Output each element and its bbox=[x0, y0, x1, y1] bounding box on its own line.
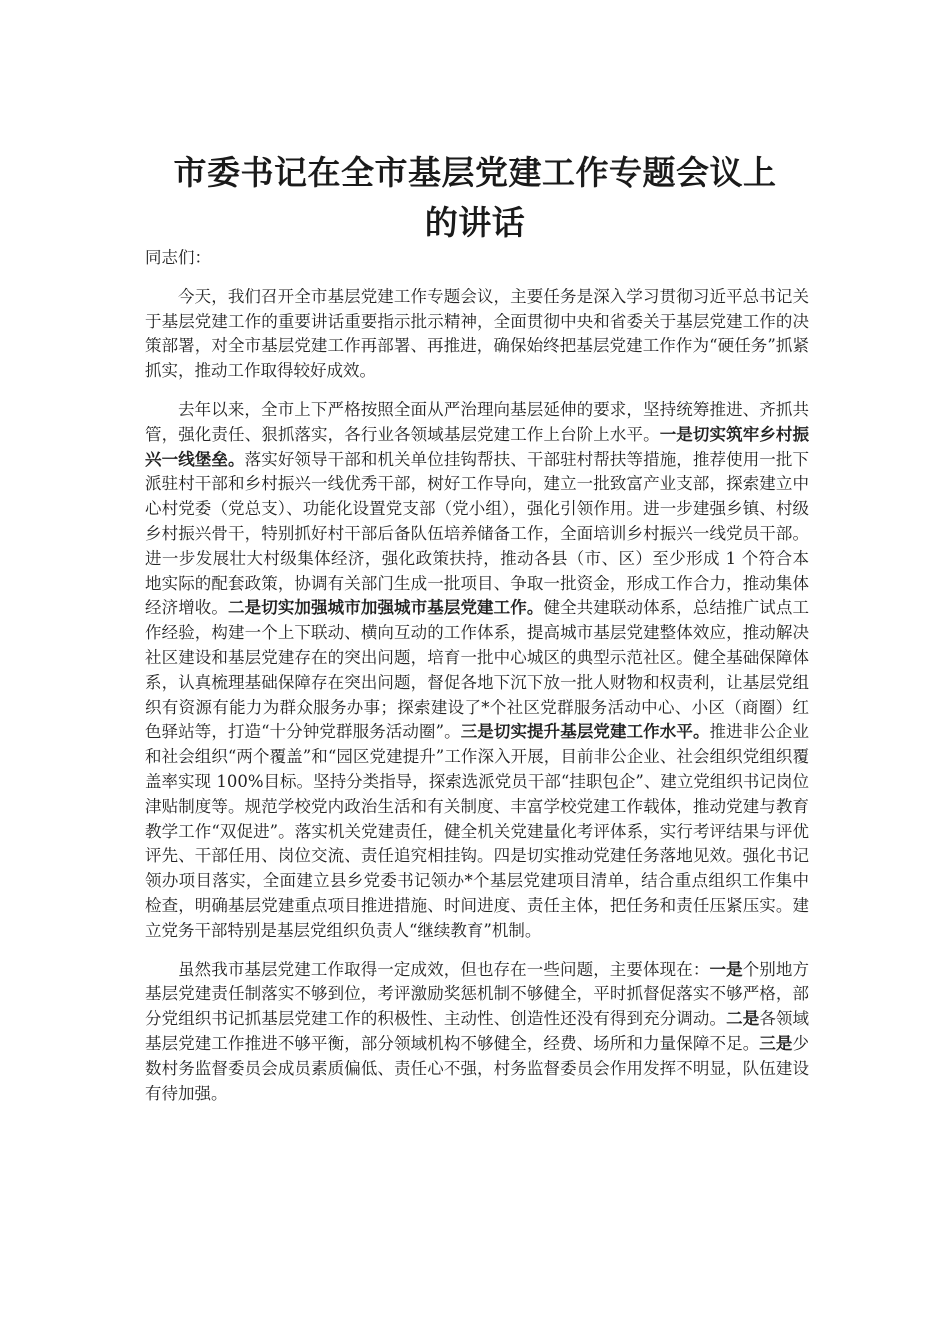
paragraph-text: 少数村务监督委员会成员素质偏低、责任心不强，村务监督委员会作用发挥不明显，队伍建设有待加强。 bbox=[145, 1033, 810, 1103]
bold-heading-text: 二是切实加强城市加强城市基层党建工作。 bbox=[228, 598, 544, 618]
body-paragraph bbox=[145, 285, 809, 384]
paragraph-text: 推进非公企业和社会组织“两个覆盖”和“园区党建提升”工作深入开展，目前非公企业、社会组织党组织覆盖率实现 100%目标。坚持分类指导，探索选派党员干部“挂职包企”、建立党组织书记岗位津贴制度等。规范学校党内政治生活和有关制度、丰富学校党建工作载体，推动党建与教育教学工作“双促进”。落实机关党建责任，健全机关党建量化考评体系，实行考评结果与评优评先、干部任用、岗位交流、责任追究相挂钩。四是切实推动党建任务落地见效。强化书记领办项目落实，全面建立县乡党委书记领办*个基层党建项目清单，结合重点组织工作集中检查，明确基层党建重点项目推进措施、时间进度、责任主体，把任务和责任压紧压实。建立党务干部特别是基层党组织负责人“继续教育”机制。 bbox=[145, 722, 810, 940]
bold-heading-text: 一是 bbox=[709, 959, 743, 979]
document-title-line-1: 市委书记在全市基层党建工作专题会议上 bbox=[173, 153, 777, 193]
paragraph-text: 健全共建联动体系，总结推广试点工作经验，构建一个上下联动、横向互动的工作体系，提高城市基层党建整体效应，推动解决社区建设和基层党建存在的突出问题，培育一批中心城区的典型示范社区。健全基础保障体系，认真梳理基础保障存在突出问题，督促各地下沉下放一批人财物和权责利，让基层党组织有资源有能力为群众服务办事；探索建设了*个社区党群服务活动中心、小区（商圈）红色驿站等，打造“十分钟党群服务活动圈”。 bbox=[145, 598, 810, 742]
body-paragraph bbox=[145, 398, 809, 944]
body-paragraph bbox=[145, 958, 809, 1107]
document-title-line-2: 的讲话 bbox=[424, 203, 526, 243]
paragraph-text: 今天，我们召开全市基层党建工作专题会议，主要任务是深入学习贯彻习近平总书记关于基层党建工作的重要讲话重要指示批示精神，全面贯彻中央和省委关于基层党建工作的决策部署，对全市基层党建工作再部署、再推进，确保始终把基层党建工作作为“硬任务”抓紧抓实，推动工作取得较好成效。 bbox=[145, 286, 809, 381]
bold-heading-text: 三是切实提升基层党建工作水平。 bbox=[460, 722, 710, 742]
salutation: 同志们： bbox=[145, 248, 211, 267]
paragraph-text: 个别地方基层党建责任制落实不够到位，考评激励奖惩机制不够健全，平时抓督促落实不够严格，部分党组织书记抓基层党建工作的积极性、主动性、创造性还没有得到充分调动。 bbox=[145, 959, 810, 1029]
paragraph-text: 各领域基层党建工作推进不够平衡，部分领域机构不够健全，经费、场所和力量保障不足。 bbox=[145, 1009, 810, 1053]
document-body bbox=[145, 246, 809, 1120]
paragraph-list bbox=[145, 285, 809, 1107]
paragraph-text: 去年以来，全市上下严格按照全面从严治理向基层延伸的要求，坚持统筹推进、齐抓共管，强化责任、狠抓落实，各行业各领域基层党建工作上台阶上水平。 bbox=[145, 399, 809, 444]
bold-heading-text: 三是 bbox=[759, 1033, 793, 1053]
paragraph-text: 虽然我市基层党建工作取得一定成效，但也存在一些问题，主要体现在： bbox=[178, 959, 710, 979]
bold-heading-text: 二是 bbox=[726, 1009, 760, 1029]
bold-heading-text: 一是切实筑牢乡村振兴一线堡垒。 bbox=[145, 424, 810, 469]
paragraph-text: 落实好领导干部和机关单位挂钩帮扶、干部驻村帮扶等措施，推荐使用一批下派驻村干部和乡村振兴一线优秀干部，树好工作导向，建立一批致富产业支部，探索建立中心村党委（党总支）、功能化设置党支部（党小组），强化引领作用。进一步建强乡镇、村级乡村振兴骨干，特别抓好村干部后备队伍培养储备工作，全面培训乡村振兴一线党员干部。进一步发展壮大村级集体经济，强化政策扶持，推动各县（市、区）至少形成 1 个符合本地实际的配套政策，协调有关部门生成一批项目、争取一批资金，形成工作合力，推动集体经济增收。 bbox=[145, 449, 810, 618]
document-title bbox=[0, 148, 950, 248]
